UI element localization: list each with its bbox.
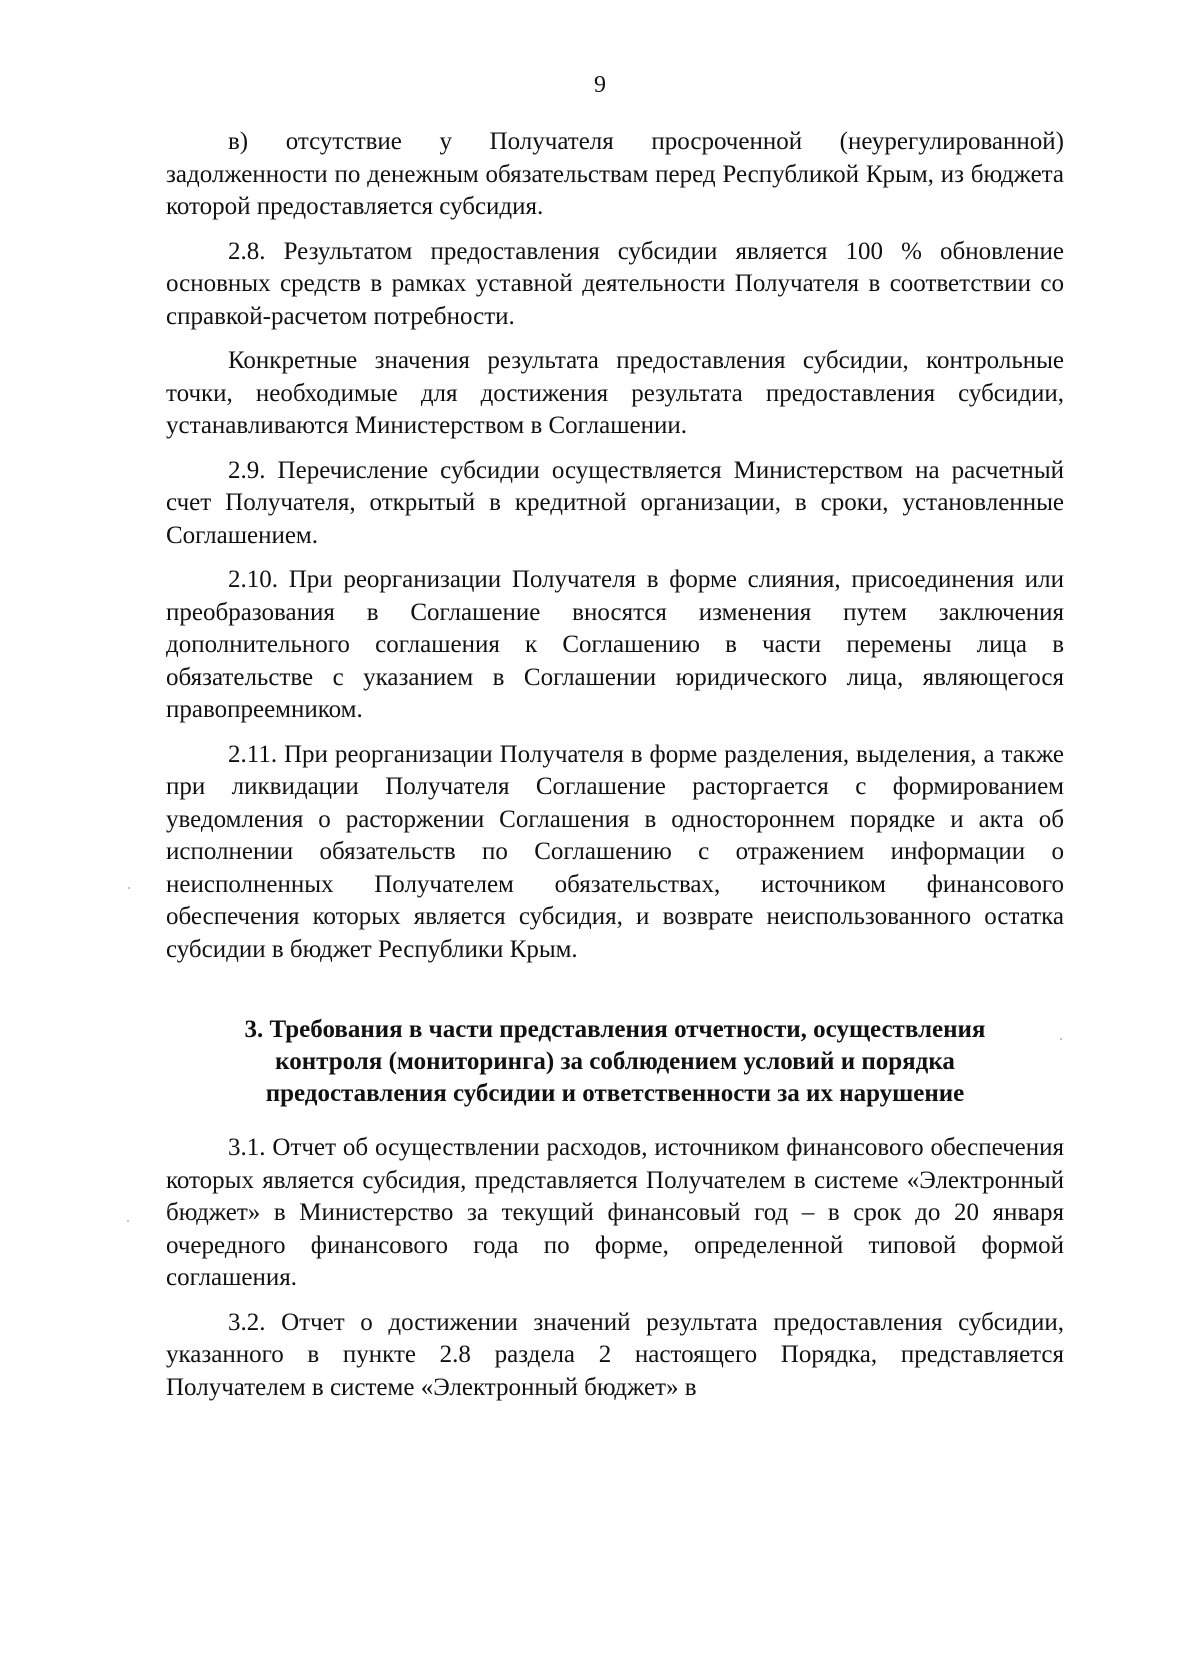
paragraph-2-10: 2.10. При реорганизации Получателя в форме слияния, присоединения или преобразования в Соглашение вносятся изменения путем заключения дополнительного соглашения к Соглашению в части перемены лица в обязательстве с указанием в Соглашении юридического лица, являющегося правопреемником. — [166, 566, 1064, 723]
paragraph-2-11: 2.11. При реорганизации Получателя в форме разделения, выделения, а также при ликвидации Получателя Соглашение расторгается с формированием уведомления о расторжении Соглашения в одностороннем порядке и акта об исполнении обязательств по Соглашению с отражением информации о неисполненных Получателем обязательствах, источником финансового обеспечения которых является субсидия, и возврате неиспользованного остатка субсидии в бюджет Республики Крым. — [166, 740, 1064, 963]
paragraph-3-1: 3.1. Отчет об осуществлении расходов, источником финансового обеспечения которых является субсидия, представляется Получателем в системе «Электронный бюджет» в Министерство за текущий финансовый год – в срок до 20 января очередного финансового года по форме, определенной типовой формой соглашения. — [166, 1134, 1064, 1291]
paragraph-3-2: 3.2. Отчет о достижении значений результата предоставления субсидии, указанного в пункте 2.8 раздела 2 настоящего Порядка, представляется Получателем в системе «Электронный бюджет» в — [166, 1308, 1064, 1401]
section-heading-line: 3. Требования в части представления отчетности, осуществления — [244, 1016, 986, 1043]
paragraph-result-values: Конкретные значения результата предоставления субсидии, контрольные точки, необходимые для достижения результата предоставления субсидии, устанавливаются Министерством в Соглашении. — [166, 347, 1064, 439]
paragraph-2-9: 2.9. Перечисление субсидии осуществляется Министерством на расчетный счет Получателя, открытый в кредитной организации, в сроки, установленные Соглашением. — [166, 456, 1064, 549]
paragraph-2-8: 2.8. Результатом предоставления субсидии является 100 % обновление основных средств в рамках уставной деятельности Получателя в соответствии со справкой-расчетом потребности. — [166, 237, 1064, 330]
scan-speck — [127, 1220, 129, 1222]
page-number: 9 — [594, 72, 606, 98]
section-heading-line: контроля (мониторинга) за соблюдением условий и порядка — [275, 1048, 955, 1075]
section-heading-line: предоставления субсидии и ответственности за их нарушение — [265, 1080, 965, 1107]
scan-speck — [128, 887, 130, 889]
document-body — [166, 126, 1064, 1416]
scan-speck — [1060, 1038, 1062, 1040]
section-3-heading — [166, 1014, 1064, 1110]
paragraph-debt-condition: в) отсутствие у Получателя просроченной (неурегулированной) задолженности по денежным обязательствам перед Республикой Крым, из бюджета которой предоставляется субсидия. — [166, 128, 1064, 220]
